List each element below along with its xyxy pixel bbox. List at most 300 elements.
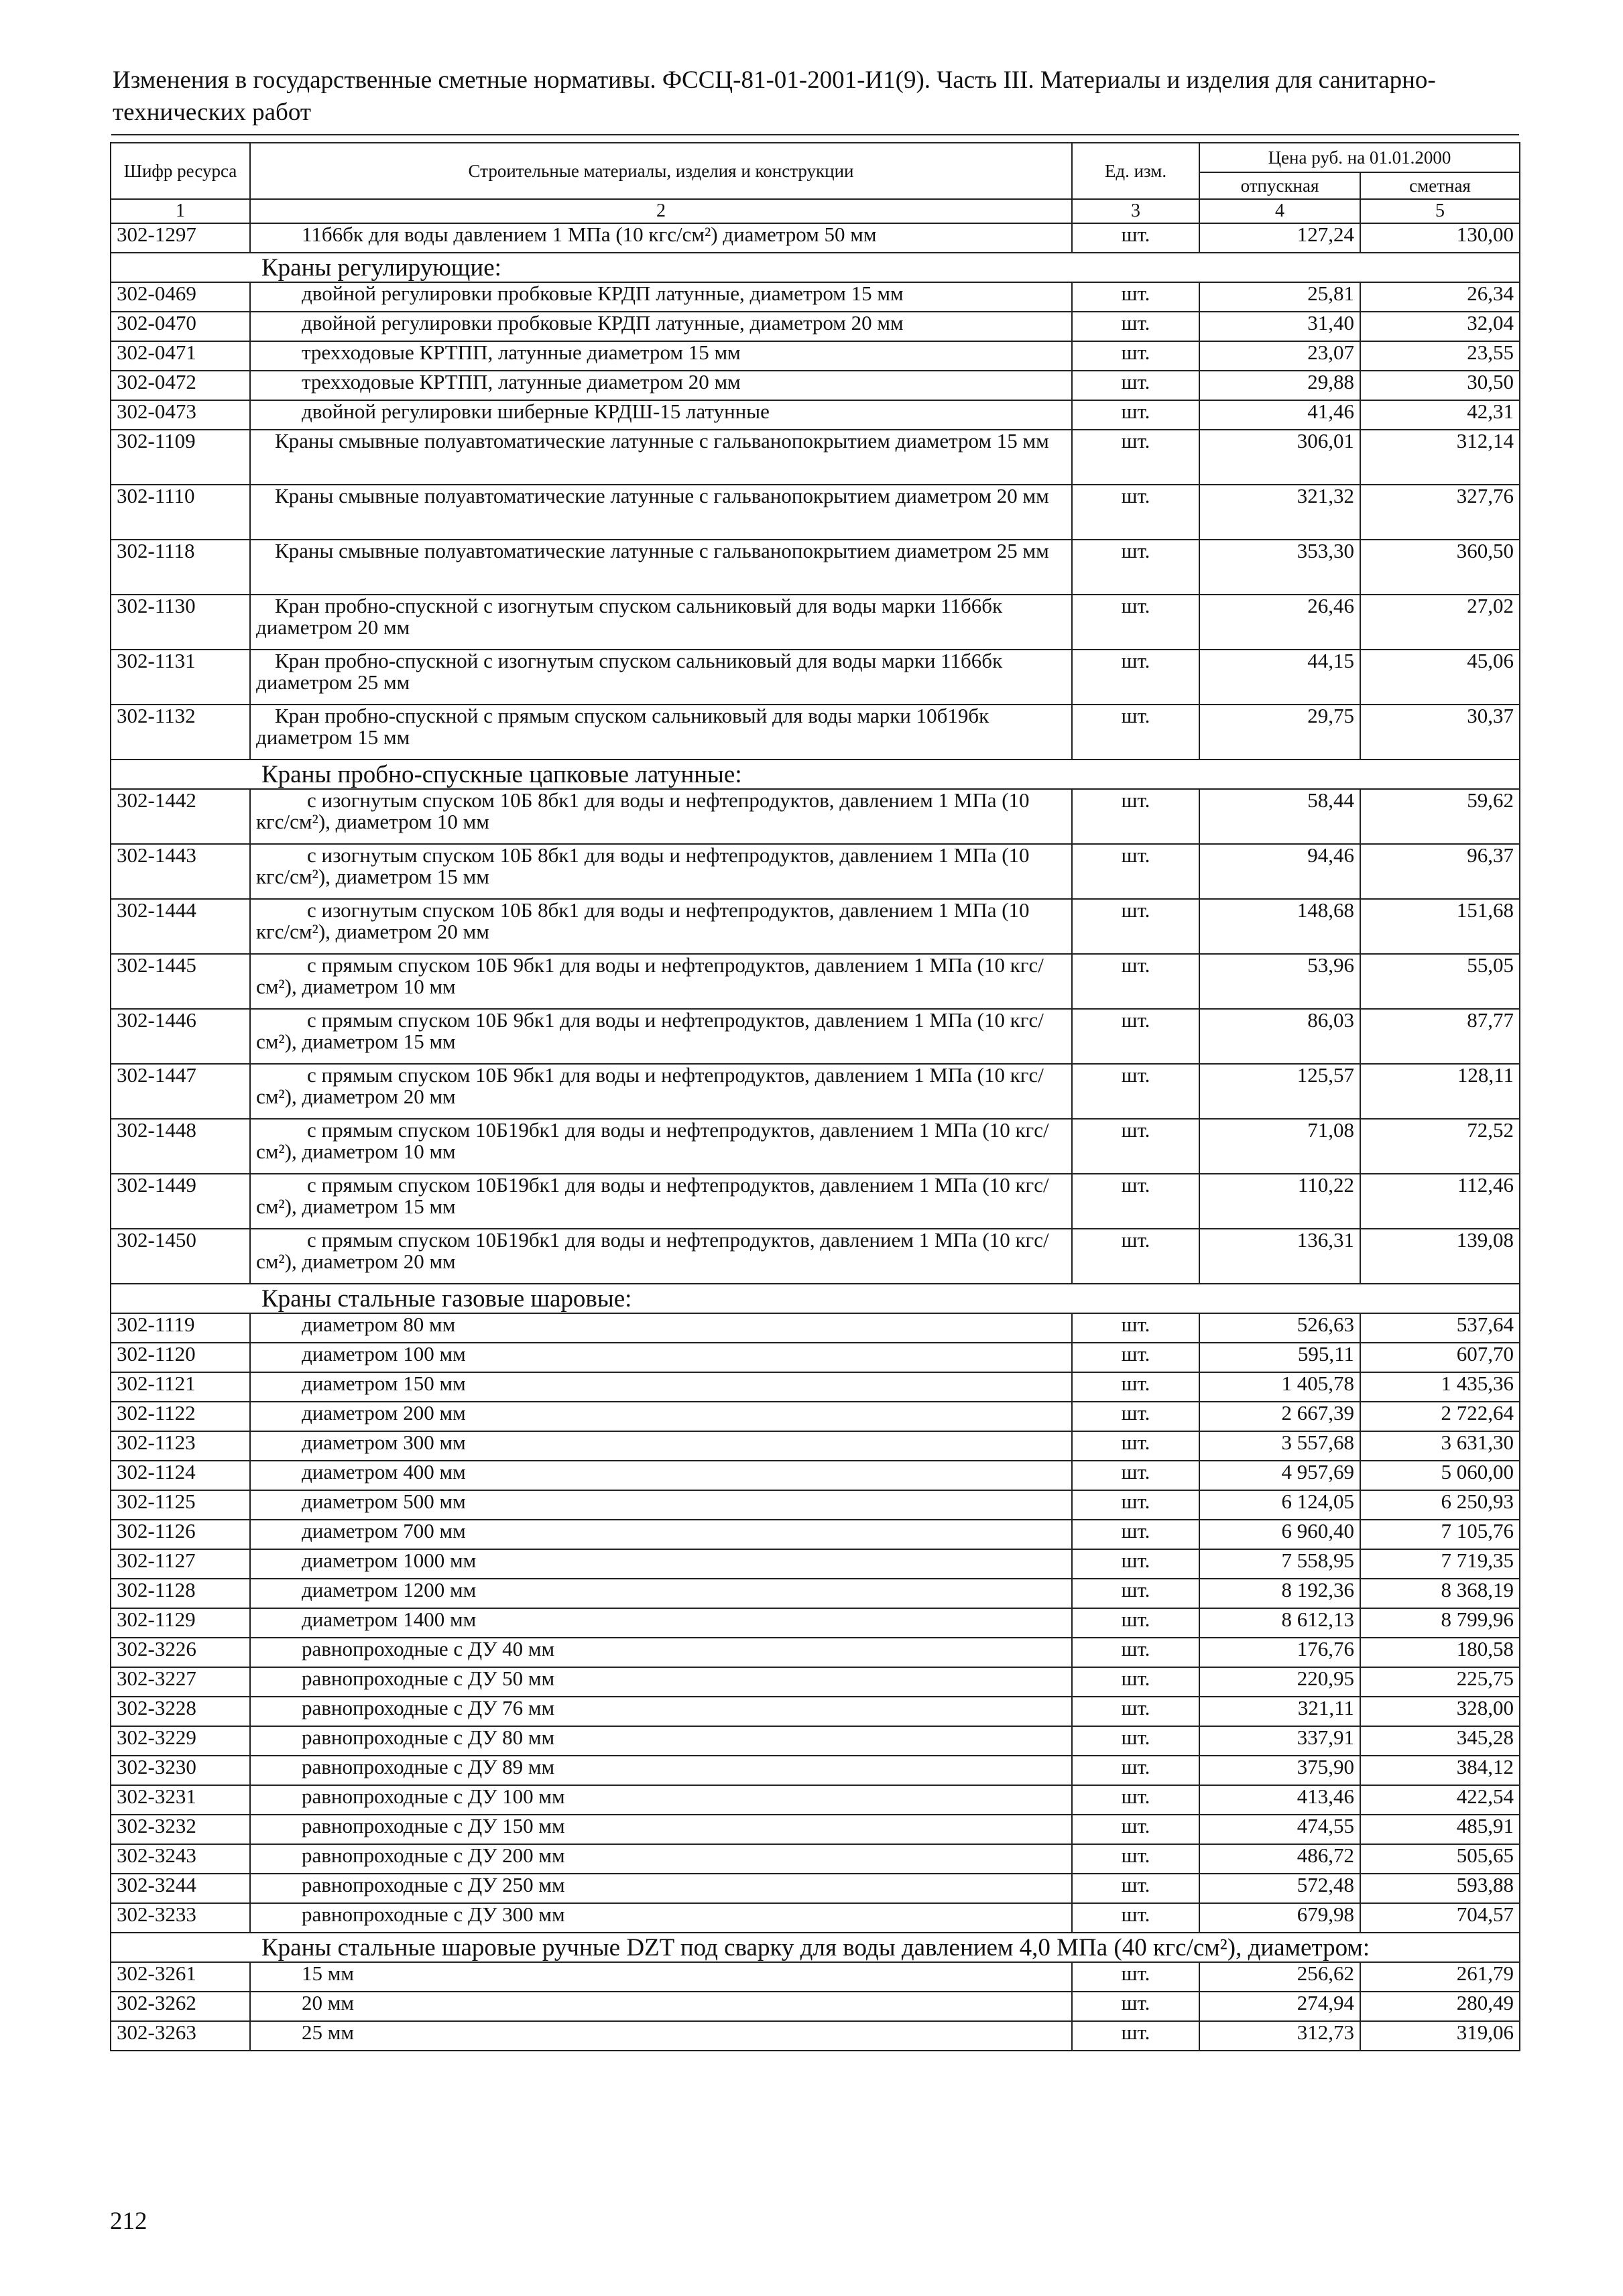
header-divider: [111, 134, 1519, 135]
cell-code: 302-3232: [111, 1815, 250, 1844]
cell-name: [250, 400, 1072, 430]
cell-code: 302-1131: [111, 650, 250, 705]
cell-estimate-price: 261,79: [1360, 1962, 1520, 1992]
cell-estimate-price: 151,68: [1360, 899, 1520, 954]
cell-unit: шт.: [1072, 1431, 1199, 1461]
cell-name-text: равнопроходные с ДУ 150 мм: [302, 1815, 565, 1837]
price-table: [110, 142, 1520, 2051]
cell-name: [250, 1874, 1072, 1903]
cell-release-price: 26,46: [1199, 595, 1360, 650]
cell-name: [250, 341, 1072, 371]
table-row: [111, 650, 1520, 705]
table-row: [111, 223, 1520, 253]
cell-code: 302-1120: [111, 1343, 250, 1372]
cell-name-text: диаметром 1000 мм: [302, 1549, 477, 1572]
cell-estimate-price: 8 799,96: [1360, 1608, 1520, 1638]
cell-estimate-price: 5 060,00: [1360, 1461, 1520, 1490]
cell-name-text: диаметром 300 мм: [302, 1431, 466, 1454]
cell-code: 302-1448: [111, 1119, 250, 1174]
cell-release-price: 256,62: [1199, 1962, 1360, 1992]
cell-unit: шт.: [1072, 1579, 1199, 1608]
cell-unit: шт.: [1072, 1638, 1199, 1667]
cell-release-price: 306,01: [1199, 430, 1360, 485]
cell-estimate-price: 345,28: [1360, 1726, 1520, 1756]
table-row: [111, 485, 1520, 540]
cell-release-price: 41,46: [1199, 400, 1360, 430]
cell-name: [250, 1667, 1072, 1697]
cell-code: 302-3262: [111, 1992, 250, 2021]
cell-estimate-price: 26,34: [1360, 282, 1520, 312]
cell-unit: шт.: [1072, 1549, 1199, 1579]
col-number-1: 1: [111, 199, 250, 223]
cell-release-price: 71,08: [1199, 1119, 1360, 1174]
cell-unit: шт.: [1072, 595, 1199, 650]
cell-release-price: 8 192,36: [1199, 1579, 1360, 1608]
section-row: [111, 760, 1520, 789]
cell-code: 302-1444: [111, 899, 250, 954]
cell-name: [250, 312, 1072, 341]
cell-name-text: двойной регулировки шиберные КРДШ-15 латунные: [302, 400, 770, 423]
cell-name: [250, 1844, 1072, 1874]
table-row: [111, 1119, 1520, 1174]
cell-unit: шт.: [1072, 1962, 1199, 1992]
table-row: [111, 1064, 1520, 1119]
cell-name-text: равнопроходные с ДУ 50 мм: [302, 1667, 555, 1690]
cell-name: [250, 705, 1072, 760]
cell-release-price: 375,90: [1199, 1756, 1360, 1785]
cell-unit: шт.: [1072, 1490, 1199, 1520]
cell-release-price: 25,81: [1199, 282, 1360, 312]
cell-name-text: Кран пробно-спускной с прямым спуском сальниковый для воды марки 10б19бк диаметром 15 мм: [256, 705, 989, 749]
cell-release-price: 176,76: [1199, 1638, 1360, 1667]
cell-name: [250, 2021, 1072, 2051]
cell-code: 302-3228: [111, 1697, 250, 1726]
header-estimate-price: сметная: [1360, 172, 1520, 199]
cell-estimate-price: 139,08: [1360, 1229, 1520, 1284]
cell-name-text: с прямым спуском 10Б 9бк1 для воды и нефтепродуктов, давлением 1 МПа (10 кгс/см²), диаметром 10 мм: [256, 954, 1044, 998]
table-row: [111, 1874, 1520, 1903]
table-row: [111, 595, 1520, 650]
cell-name: [250, 1697, 1072, 1726]
cell-code: 302-0472: [111, 371, 250, 400]
table-row: [111, 1608, 1520, 1638]
cell-estimate-price: 96,37: [1360, 844, 1520, 899]
cell-release-price: 1 405,78: [1199, 1372, 1360, 1402]
table-row: [111, 1174, 1520, 1229]
cell-release-price: 136,31: [1199, 1229, 1360, 1284]
header-code: Шифр ресурса: [111, 143, 250, 199]
cell-unit: шт.: [1072, 430, 1199, 485]
cell-release-price: 353,30: [1199, 540, 1360, 595]
cell-code: 302-1109: [111, 430, 250, 485]
cell-name: [250, 1229, 1072, 1284]
table-row: [111, 371, 1520, 400]
cell-name: [250, 1903, 1072, 1933]
cell-release-price: 58,44: [1199, 789, 1360, 844]
cell-unit: шт.: [1072, 400, 1199, 430]
cell-release-price: 2 667,39: [1199, 1402, 1360, 1431]
cell-name: [250, 1174, 1072, 1229]
cell-name-text: с прямым спуском 10Б 9бк1 для воды и нефтепродуктов, давлением 1 МПа (10 кгс/см²), диаметром 15 мм: [256, 1009, 1044, 1053]
cell-name: [250, 1815, 1072, 1844]
cell-code: 302-1442: [111, 789, 250, 844]
table-body: [111, 223, 1520, 2051]
cell-name: [250, 844, 1072, 899]
table-row: [111, 2021, 1520, 2051]
cell-release-price: 413,46: [1199, 1785, 1360, 1815]
cell-code: 302-1123: [111, 1431, 250, 1461]
cell-code: 302-1125: [111, 1490, 250, 1520]
cell-estimate-price: 27,02: [1360, 595, 1520, 650]
cell-unit: шт.: [1072, 341, 1199, 371]
table-row: [111, 1815, 1520, 1844]
table-row: [111, 1638, 1520, 1667]
table-row: [111, 1520, 1520, 1549]
cell-name: [250, 1785, 1072, 1815]
cell-unit: шт.: [1072, 1667, 1199, 1697]
header-unit: Ед. изм.: [1072, 143, 1199, 199]
cell-estimate-price: 485,91: [1360, 1815, 1520, 1844]
cell-name-text: трехходовые КРТПП, латунные диаметром 15 мм: [302, 341, 741, 364]
cell-code: 302-3263: [111, 2021, 250, 2051]
table-row: [111, 1372, 1520, 1402]
cell-release-price: 321,32: [1199, 485, 1360, 540]
cell-code: 302-0471: [111, 341, 250, 371]
cell-release-price: 312,73: [1199, 2021, 1360, 2051]
table-row: [111, 1402, 1520, 1431]
table-row: [111, 899, 1520, 954]
section-row: [111, 1284, 1520, 1313]
cell-name-text: Кран пробно-спускной с изогнутым спуском сальниковый для воды марки 11б6бк диаметром 25 мм: [256, 650, 1003, 694]
cell-name: [250, 1009, 1072, 1064]
cell-name: [250, 485, 1072, 540]
cell-name-text: с прямым спуском 10Б19бк1 для воды и нефтепродуктов, давлением 1 МПа (10 кгс/см²), диаметром 20 мм: [256, 1229, 1049, 1273]
cell-name-text: 25 мм: [302, 2021, 354, 2044]
cell-name-text: с прямым спуском 10Б19бк1 для воды и нефтепродуктов, давлением 1 МПа (10 кгс/см²), диаметром 10 мм: [256, 1119, 1049, 1163]
cell-code: 302-1129: [111, 1608, 250, 1638]
cell-release-price: 29,88: [1199, 371, 1360, 400]
cell-code: 302-3230: [111, 1756, 250, 1785]
cell-release-price: 86,03: [1199, 1009, 1360, 1064]
cell-name: [250, 1579, 1072, 1608]
cell-unit: шт.: [1072, 1009, 1199, 1064]
cell-estimate-price: 384,12: [1360, 1756, 1520, 1785]
section-title: Краны регулирующие:: [111, 253, 1520, 282]
page-number: 212: [110, 2208, 147, 2235]
cell-estimate-price: 59,62: [1360, 789, 1520, 844]
cell-unit: шт.: [1072, 1461, 1199, 1490]
cell-release-price: 595,11: [1199, 1343, 1360, 1372]
table-row: [111, 400, 1520, 430]
cell-release-price: 3 557,68: [1199, 1431, 1360, 1461]
cell-unit: шт.: [1072, 1372, 1199, 1402]
cell-estimate-price: 128,11: [1360, 1064, 1520, 1119]
cell-name-text: равнопроходные с ДУ 300 мм: [302, 1903, 565, 1926]
cell-estimate-price: 72,52: [1360, 1119, 1520, 1174]
section-title: Краны пробно-спускные цапковые латунные:: [111, 760, 1520, 789]
header-name: Строительные материалы, изделия и конструкции: [250, 143, 1072, 199]
cell-name-text: равнопроходные с ДУ 100 мм: [302, 1785, 565, 1808]
cell-name: [250, 1402, 1072, 1431]
cell-code: 302-1132: [111, 705, 250, 760]
cell-code: 302-3243: [111, 1844, 250, 1874]
cell-name-text: равнопроходные с ДУ 80 мм: [302, 1726, 555, 1749]
cell-unit: шт.: [1072, 1697, 1199, 1726]
table-row: [111, 1431, 1520, 1461]
cell-estimate-price: 280,49: [1360, 1992, 1520, 2021]
cell-code: 302-0469: [111, 282, 250, 312]
cell-name: [250, 1962, 1072, 1992]
cell-name: [250, 430, 1072, 485]
cell-unit: шт.: [1072, 1844, 1199, 1874]
table-row: [111, 1726, 1520, 1756]
cell-name-text: трехходовые КРТПП, латунные диаметром 20 мм: [302, 371, 741, 394]
page-header-title: Изменения в государственные сметные нормативы. ФССЦ-81-01-2001-И1(9). Часть III. Материалы и изделия для санитарно-технических работ: [113, 66, 1436, 126]
cell-unit: шт.: [1072, 1992, 1199, 2021]
cell-unit: шт.: [1072, 1756, 1199, 1785]
table-row: [111, 705, 1520, 760]
table-row: [111, 1667, 1520, 1697]
cell-estimate-price: 6 250,93: [1360, 1490, 1520, 1520]
cell-code: 302-1443: [111, 844, 250, 899]
cell-release-price: 6 960,40: [1199, 1520, 1360, 1549]
cell-release-price: 8 612,13: [1199, 1608, 1360, 1638]
cell-unit: шт.: [1072, 540, 1199, 595]
cell-unit: шт.: [1072, 1229, 1199, 1284]
cell-estimate-price: 42,31: [1360, 400, 1520, 430]
cell-estimate-price: 422,54: [1360, 1785, 1520, 1815]
cell-name-text: равнопроходные с ДУ 89 мм: [302, 1756, 555, 1778]
cell-code: 302-1126: [111, 1520, 250, 1549]
cell-unit: шт.: [1072, 1174, 1199, 1229]
cell-estimate-price: 225,75: [1360, 1667, 1520, 1697]
cell-code: 302-1118: [111, 540, 250, 595]
cell-release-price: 474,55: [1199, 1815, 1360, 1844]
cell-code: 302-3226: [111, 1638, 250, 1667]
cell-code: 302-1127: [111, 1549, 250, 1579]
table-row: [111, 312, 1520, 341]
cell-estimate-price: 30,37: [1360, 705, 1520, 760]
cell-name: [250, 1549, 1072, 1579]
cell-release-price: 6 124,05: [1199, 1490, 1360, 1520]
cell-release-price: 572,48: [1199, 1874, 1360, 1903]
table-row: [111, 1461, 1520, 1490]
table-row: [111, 341, 1520, 371]
cell-estimate-price: 360,50: [1360, 540, 1520, 595]
cell-estimate-price: 180,58: [1360, 1638, 1520, 1667]
cell-name-text: диаметром 500 мм: [302, 1490, 466, 1513]
cell-release-price: 94,46: [1199, 844, 1360, 899]
table-row: [111, 430, 1520, 485]
cell-estimate-price: 45,06: [1360, 650, 1520, 705]
cell-name: [250, 954, 1072, 1009]
cell-estimate-price: 505,65: [1360, 1844, 1520, 1874]
table-row: [111, 1697, 1520, 1726]
cell-release-price: 127,24: [1199, 223, 1360, 253]
cell-name: [250, 595, 1072, 650]
cell-release-price: 148,68: [1199, 899, 1360, 954]
cell-unit: шт.: [1072, 899, 1199, 954]
table-row: [111, 540, 1520, 595]
cell-estimate-price: 1 435,36: [1360, 1372, 1520, 1402]
cell-name: [250, 650, 1072, 705]
section-title: Краны стальные шаровые ручные DZT под сварку для воды давлением 4,0 МПа (40 кгс/см²), диаметром:: [111, 1933, 1520, 1962]
col-number-5: 5: [1360, 199, 1520, 223]
cell-release-price: 44,15: [1199, 650, 1360, 705]
cell-name-text: двойной регулировки пробковые КРДП латунные, диаметром 15 мм: [302, 282, 904, 305]
cell-name: [250, 1490, 1072, 1520]
cell-code: 302-3233: [111, 1903, 250, 1933]
cell-estimate-price: 704,57: [1360, 1903, 1520, 1933]
cell-estimate-price: 7 105,76: [1360, 1520, 1520, 1549]
cell-name-text: с прямым спуском 10Б19бк1 для воды и нефтепродуктов, давлением 1 МПа (10 кгс/см²), диаметром 15 мм: [256, 1174, 1049, 1218]
cell-code: 302-1297: [111, 223, 250, 253]
cell-release-price: 29,75: [1199, 705, 1360, 760]
table-row: [111, 1009, 1520, 1064]
cell-code: 302-0473: [111, 400, 250, 430]
table-row: [111, 1579, 1520, 1608]
cell-name: [250, 1638, 1072, 1667]
cell-name: [250, 1064, 1072, 1119]
section-row: [111, 1933, 1520, 1962]
cell-name: [250, 789, 1072, 844]
cell-code: 302-3244: [111, 1874, 250, 1903]
cell-name-text: Краны смывные полуавтоматические латунные с гальванопокрытием диаметром 25 мм: [275, 540, 1049, 562]
table-row: [111, 1313, 1520, 1343]
cell-name-text: диаметром 1400 мм: [302, 1608, 477, 1631]
cell-name-text: равнопроходные с ДУ 200 мм: [302, 1844, 565, 1867]
cell-name: [250, 1343, 1072, 1372]
cell-unit: шт.: [1072, 312, 1199, 341]
cell-unit: шт.: [1072, 1343, 1199, 1372]
col-number-2: 2: [250, 199, 1072, 223]
cell-unit: шт.: [1072, 1313, 1199, 1343]
cell-code: 302-3261: [111, 1962, 250, 1992]
cell-code: 302-1128: [111, 1579, 250, 1608]
cell-estimate-price: 32,04: [1360, 312, 1520, 341]
cell-unit: шт.: [1072, 282, 1199, 312]
cell-name: [250, 223, 1072, 253]
cell-name: [250, 1372, 1072, 1402]
table-row: [111, 1844, 1520, 1874]
cell-name-text: 11б6бк для воды давлением 1 МПа (10 кгс/см²) диаметром 50 мм: [302, 223, 877, 246]
cell-estimate-price: 7 719,35: [1360, 1549, 1520, 1579]
cell-estimate-price: 319,06: [1360, 2021, 1520, 2051]
cell-name-text: равнопроходные с ДУ 40 мм: [302, 1638, 555, 1660]
cell-unit: шт.: [1072, 223, 1199, 253]
cell-release-price: 274,94: [1199, 1992, 1360, 2021]
cell-unit: шт.: [1072, 1874, 1199, 1903]
cell-name: [250, 1992, 1072, 2021]
cell-name-text: диаметром 80 мм: [302, 1313, 456, 1336]
cell-release-price: 4 957,69: [1199, 1461, 1360, 1490]
cell-unit: шт.: [1072, 485, 1199, 540]
cell-name-text: двойной регулировки пробковые КРДП латунные, диаметром 20 мм: [302, 312, 904, 335]
table-row: [111, 954, 1520, 1009]
cell-name-text: равнопроходные с ДУ 76 мм: [302, 1697, 555, 1719]
cell-code: 302-1447: [111, 1064, 250, 1119]
cell-release-price: 321,11: [1199, 1697, 1360, 1726]
cell-code: 302-1130: [111, 595, 250, 650]
cell-unit: шт.: [1072, 844, 1199, 899]
cell-name: [250, 1119, 1072, 1174]
cell-unit: шт.: [1072, 1119, 1199, 1174]
section-row: [111, 253, 1520, 282]
cell-name-text: диаметром 100 мм: [302, 1343, 466, 1366]
cell-estimate-price: 312,14: [1360, 430, 1520, 485]
cell-name-text: Краны смывные полуавтоматические латунные с гальванопокрытием диаметром 20 мм: [275, 485, 1049, 507]
cell-estimate-price: 23,55: [1360, 341, 1520, 371]
cell-code: 302-1445: [111, 954, 250, 1009]
cell-unit: шт.: [1072, 650, 1199, 705]
cell-release-price: 31,40: [1199, 312, 1360, 341]
cell-name: [250, 282, 1072, 312]
cell-name: [250, 540, 1072, 595]
cell-estimate-price: 130,00: [1360, 223, 1520, 253]
cell-name: [250, 1313, 1072, 1343]
cell-name: [250, 1520, 1072, 1549]
cell-unit: шт.: [1072, 1903, 1199, 1933]
cell-name-text: с прямым спуском 10Б 9бк1 для воды и нефтепродуктов, давлением 1 МПа (10 кгс/см²), диаметром 20 мм: [256, 1064, 1044, 1108]
cell-release-price: 220,95: [1199, 1667, 1360, 1697]
cell-name-text: диаметром 150 мм: [302, 1372, 466, 1395]
cell-release-price: 53,96: [1199, 954, 1360, 1009]
cell-name-text: с изогнутым спуском 10Б 8бк1 для воды и нефтепродуктов, давлением 1 МПа (10 кгс/см²), диаметром 15 мм: [256, 844, 1030, 888]
cell-unit: шт.: [1072, 371, 1199, 400]
cell-estimate-price: 593,88: [1360, 1874, 1520, 1903]
cell-unit: шт.: [1072, 1815, 1199, 1844]
cell-name-text: 15 мм: [302, 1962, 354, 1985]
cell-release-price: 526,63: [1199, 1313, 1360, 1343]
cell-unit: шт.: [1072, 705, 1199, 760]
cell-code: 302-3231: [111, 1785, 250, 1815]
cell-name: [250, 1608, 1072, 1638]
cell-code: 302-1119: [111, 1313, 250, 1343]
cell-estimate-price: 328,00: [1360, 1697, 1520, 1726]
cell-estimate-price: 30,50: [1360, 371, 1520, 400]
col-number-4: 4: [1199, 199, 1360, 223]
table-row: [111, 1992, 1520, 2021]
table-row: [111, 1785, 1520, 1815]
cell-release-price: 7 558,95: [1199, 1549, 1360, 1579]
cell-name-text: с изогнутым спуском 10Б 8бк1 для воды и нефтепродуктов, давлением 1 МПа (10 кгс/см²), диаметром 10 мм: [256, 789, 1030, 833]
cell-estimate-price: 55,05: [1360, 954, 1520, 1009]
cell-code: 302-1122: [111, 1402, 250, 1431]
cell-estimate-price: 537,64: [1360, 1313, 1520, 1343]
cell-name-text: диаметром 400 мм: [302, 1461, 466, 1484]
cell-name: [250, 1756, 1072, 1785]
cell-unit: шт.: [1072, 1520, 1199, 1549]
cell-unit: шт.: [1072, 1064, 1199, 1119]
cell-unit: шт.: [1072, 1785, 1199, 1815]
cell-estimate-price: 607,70: [1360, 1343, 1520, 1372]
cell-name: [250, 1726, 1072, 1756]
cell-name: [250, 1461, 1072, 1490]
cell-name-text: диаметром 1200 мм: [302, 1579, 477, 1602]
cell-code: 302-1121: [111, 1372, 250, 1402]
table-row: [111, 1756, 1520, 1785]
cell-estimate-price: 2 722,64: [1360, 1402, 1520, 1431]
cell-estimate-price: 112,46: [1360, 1174, 1520, 1229]
cell-estimate-price: 8 368,19: [1360, 1579, 1520, 1608]
cell-name-text: диаметром 200 мм: [302, 1402, 466, 1425]
cell-name-text: 20 мм: [302, 1992, 354, 2014]
cell-unit: шт.: [1072, 1608, 1199, 1638]
cell-estimate-price: 3 631,30: [1360, 1431, 1520, 1461]
cell-unit: шт.: [1072, 954, 1199, 1009]
cell-code: 302-1450: [111, 1229, 250, 1284]
cell-name: [250, 371, 1072, 400]
